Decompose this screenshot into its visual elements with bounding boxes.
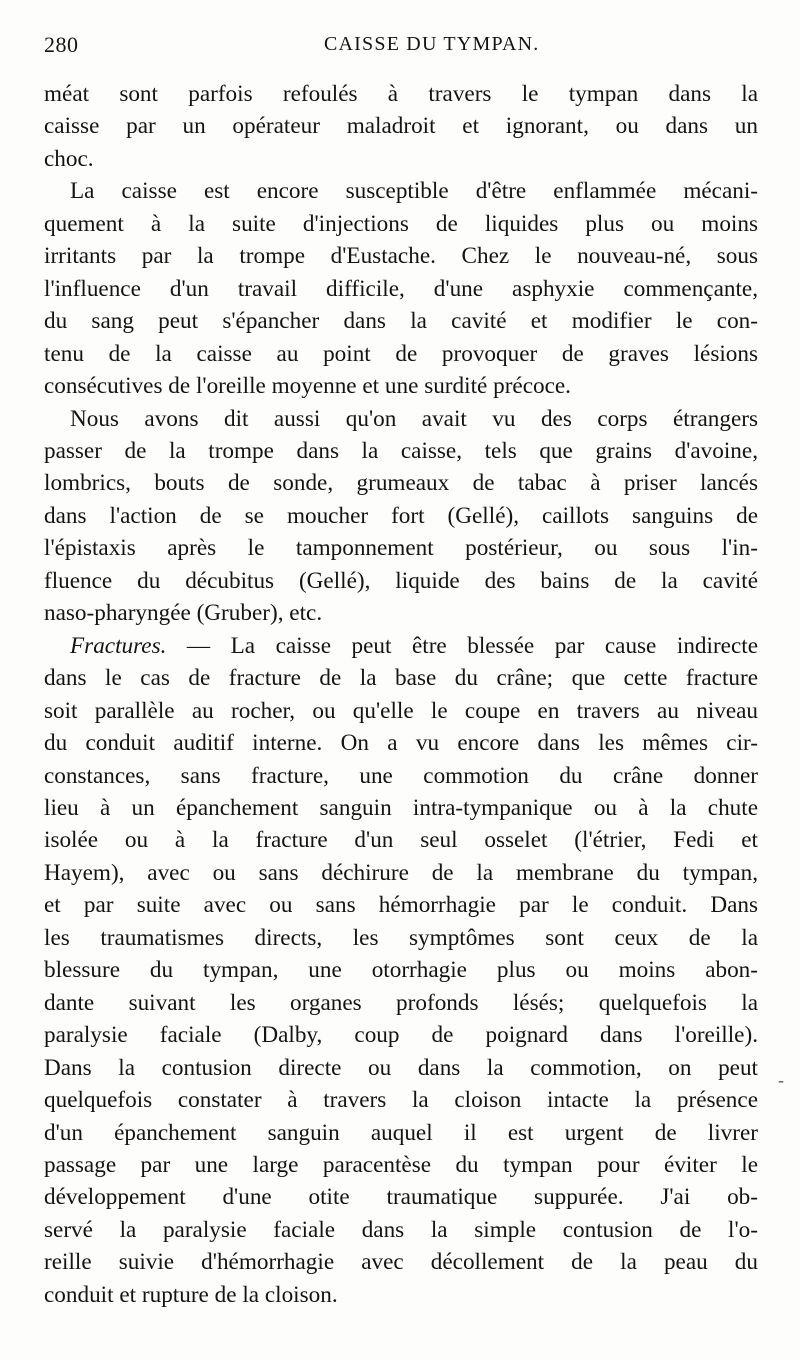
text-line: développement d'une otite traumatique suppurée. J'ai ob- (44, 1184, 758, 1211)
text-line: naso-pharyngée (Gruber), etc. (44, 600, 323, 627)
text-line: isolée ou à la fracture d'un seul osselet (l'étrier, Fedi et (44, 827, 758, 854)
text-line: les traumatismes directs, les symptômes sont ceux de la (44, 924, 758, 951)
text-line: blessure du tympan, une otorrhagie plus ou moins abon- (44, 957, 758, 984)
paragraph-inflammation (44, 175, 758, 402)
margin-dash-mark: - (778, 1070, 784, 1090)
text-line: caisse par un opérateur maladroit et ignorant, ou dans un (44, 113, 758, 140)
text-line: La caisse est encore susceptible d'être enflammée mécani- (70, 178, 758, 205)
text-line: dans l'action de se moucher fort (Gellé), caillots sanguins de (44, 502, 758, 529)
page-number: 280 (44, 32, 79, 57)
paragraph-foreign-bodies (44, 403, 758, 630)
text-line: dante suivant les organes profonds lésés; quelquefois la (44, 989, 758, 1016)
text-line: Dans la contusion directe ou dans la commotion, on peut (44, 1054, 758, 1081)
text-line: consécutives de l'oreille moyenne et une surdité précoce. (44, 373, 571, 400)
running-title: CAISSE DU TYMPAN. (324, 33, 540, 55)
text-line: passer de la trompe dans la caisse, tels que grains d'avoine, (44, 437, 758, 464)
text-line: l'épistaxis après le tamponnement postérieur, ou sous l'in- (44, 535, 758, 562)
paragraph-continuation (44, 78, 758, 175)
page-header (44, 32, 756, 62)
text-line: constances, sans fracture, une commotion du crâne donner (44, 762, 758, 789)
paragraph-fractures (44, 630, 758, 1312)
text-run: — La caisse peut être blessée par cause indirecte (166, 632, 758, 659)
text-line: Nous avons dit aussi qu'on avait vu des corps étrangers (70, 405, 758, 432)
text-line: quelquefois constater à travers la cloison intacte la présence (44, 1087, 758, 1114)
text-line: lombrics, bouts de sonde, grumeaux de tabac à priser lancés (44, 470, 758, 497)
text-line: quement à la suite d'injections de liquides plus ou moins (44, 210, 758, 237)
text-line: reille suivie d'hémorrhagie avec décollement de la peau du (44, 1249, 758, 1276)
section-run-in-heading: Fractures. (70, 632, 167, 659)
text-line-with-heading (44, 630, 758, 662)
text-line: l'influence d'un travail difficile, d'une asphyxie commençante, (44, 275, 758, 302)
text-line: Hayem), avec ou sans déchirure de la membrane du tympan, (44, 859, 758, 886)
text-line: dans le cas de fracture de la base du crâne; que cette fracture (44, 665, 758, 692)
text-line: servé la paralysie faciale dans la simple contusion de l'o- (44, 1216, 758, 1243)
text-line: soit parallèle au rocher, ou qu'elle le coupe en travers au niveau (44, 697, 758, 724)
text-line: du conduit auditif interne. On a vu encore dans les mêmes cir- (44, 730, 758, 757)
text-line: du sang peut s'épancher dans la cavité et modifier le con- (44, 308, 758, 335)
text-line: tenu de la caisse au point de provoquer de graves lésions (44, 340, 758, 367)
text-line: d'un épanchement sanguin auquel il est urgent de livrer (44, 1119, 758, 1146)
text-line: paralysie faciale (Dalby, coup de poignard dans l'oreille). (44, 1022, 758, 1049)
text-line: fluence du décubitus (Gellé), liquide des bains de la cavité (44, 567, 758, 594)
text-line: conduit et rupture de la cloison. (44, 1281, 338, 1308)
text-line: passage par une large paracentèse du tympan pour éviter le (44, 1151, 758, 1178)
text-line: irritants par la trompe d'Eustache. Chez le nouveau-né, sous (44, 243, 758, 270)
text-line: et par suite avec ou sans hémorrhagie par le conduit. Dans (44, 892, 758, 919)
text-line: lieu à un épanchement sanguin intra-tympanique ou à la chute (44, 794, 758, 821)
body-text (44, 78, 758, 1311)
text-line: choc. (44, 145, 94, 172)
text-line: méat sont parfois refoulés à travers le tympan dans la (44, 81, 758, 107)
